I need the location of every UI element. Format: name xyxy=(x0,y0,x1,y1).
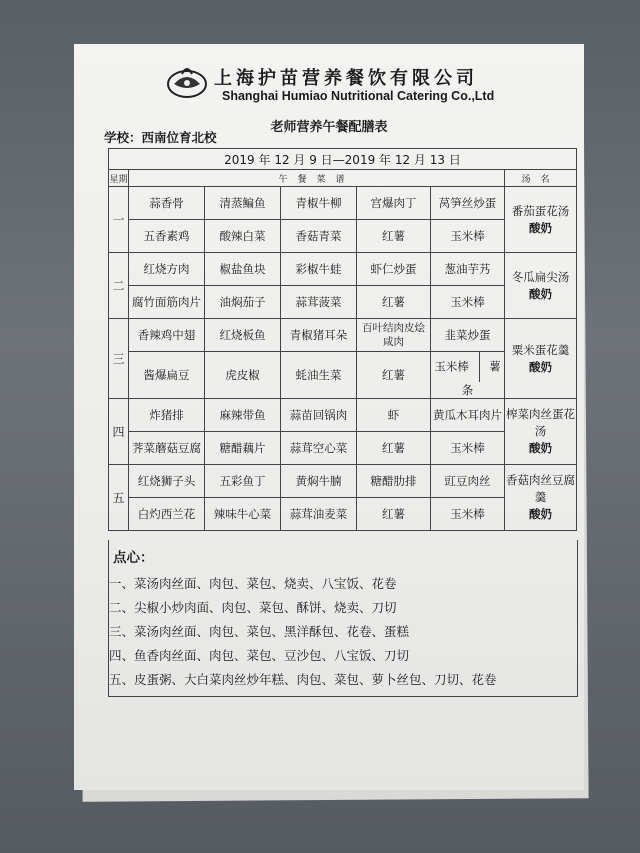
dish-cell: 炸猪排 xyxy=(129,399,205,432)
dish-cell: 红烧狮子头 xyxy=(129,465,205,498)
snack-item: 三、菜汤肉丝面、肉包、菜包、黑洋酥包、花卷、蛋糕 xyxy=(109,624,410,639)
dish-cell: 蒜香骨 xyxy=(129,187,205,220)
soup-name: 番茄蛋花汤 xyxy=(511,203,570,218)
header-day: 星期 xyxy=(109,170,129,187)
dish-cell: 莴笋丝炒蛋 xyxy=(431,187,505,220)
dish-cell: 荠菜蘑菇豆腐 xyxy=(129,432,205,465)
dish-cell: 虎皮椒 xyxy=(205,352,281,399)
date-range: 2019 年 12 月 9 日—2019 年 12 月 13 日 xyxy=(109,149,577,170)
dish-cell: 黄瓜木耳肉片 xyxy=(431,399,505,432)
table-row xyxy=(109,399,577,432)
table-row xyxy=(109,465,577,498)
drink-name: 酸奶 xyxy=(529,441,552,455)
dish-item: 薯条 xyxy=(461,359,501,397)
dish-cell: 辣味牛心菜 xyxy=(205,498,281,531)
soup-name: 粟米蛋花羹 xyxy=(511,342,570,357)
table-row xyxy=(109,253,577,286)
lunch-menu-table xyxy=(108,148,577,531)
company-name-en: Shanghai Humiao Nutritional Catering Co.,Ltd xyxy=(222,89,495,103)
table-row xyxy=(109,319,577,352)
document-title: 老师营养午餐配膳表 xyxy=(270,120,388,135)
soup-name: 冬瓜扁尖汤 xyxy=(511,269,570,284)
dish-cell: 红烧板鱼 xyxy=(205,319,281,352)
date-row xyxy=(109,149,577,170)
drink-name: 酸奶 xyxy=(529,286,552,301)
dish-cell: 椒盐鱼块 xyxy=(205,253,281,286)
dish-cell: 油焖茄子 xyxy=(205,286,281,319)
dish-cell: 香菇青菜 xyxy=(281,220,357,253)
dish-cell: 腐竹面筋肉片 xyxy=(129,286,205,319)
soup-cell xyxy=(505,319,577,399)
dish-cell: 玉米棒 xyxy=(431,286,505,319)
dish-cell: 白灼西兰花 xyxy=(129,498,205,531)
dish-cell: 红薯 xyxy=(357,432,431,465)
dish-cell xyxy=(357,352,431,399)
dish-cell: 百叶结肉皮烩咸肉 xyxy=(357,319,431,352)
dish-cell: 葱油芋艿 xyxy=(431,253,505,286)
dish-cell: 五香素鸡 xyxy=(129,220,205,253)
dish-cell: 青椒牛柳 xyxy=(281,187,357,220)
company-logo-icon xyxy=(166,62,208,100)
dish-cell: 宫爆肉丁 xyxy=(357,187,431,220)
dish-item: 玉米棒 xyxy=(434,359,469,374)
header-menu: 午餐菜谱 xyxy=(129,170,505,187)
dish-cell: 红薯 xyxy=(357,498,431,531)
cell-divider xyxy=(479,352,480,382)
company-name-cn: 上海护苗营养餐饮有限公司 xyxy=(214,68,478,89)
soup-cell xyxy=(505,253,577,319)
day-cell: 二 xyxy=(109,253,129,319)
soup-cell xyxy=(505,399,577,465)
dish-cell: 玉米棒 xyxy=(431,220,505,253)
snacks-section xyxy=(108,540,578,697)
day-cell: 五 xyxy=(109,465,129,531)
dish-cell: 虾仁炒蛋 xyxy=(357,253,431,286)
snack-item: 四、鱼香肉丝面、肉包、菜包、豆沙包、八宝饭、刀切 xyxy=(109,648,410,663)
day-cell: 四 xyxy=(109,399,129,465)
dish-cell: 彩椒牛蛙 xyxy=(281,253,357,286)
dish-cell: 玉米棒 xyxy=(431,498,505,531)
dish-cell: 豇豆肉丝 xyxy=(431,465,505,498)
dish-cell: 红薯 xyxy=(357,220,431,253)
soup-name: 香菇肉丝豆腐羹 xyxy=(506,473,575,504)
soup-cell xyxy=(505,465,577,531)
snack-item: 二、尖椒小炒肉面、肉包、菜包、酥饼、烧卖、刀切 xyxy=(109,600,397,615)
dish-cell: 韭菜炒蛋 xyxy=(431,319,505,352)
dish-cell: 蒜茸菠菜 xyxy=(281,286,357,319)
dish-cell: 糖醋肋排 xyxy=(357,465,431,498)
dish-cell: 虾 xyxy=(357,399,431,432)
table-header-row xyxy=(109,170,577,187)
dish-cell: 糖醋藕片 xyxy=(205,432,281,465)
dish-cell: 酸辣白菜 xyxy=(205,220,281,253)
letterhead xyxy=(74,54,584,135)
snack-item: 五、皮蛋粥、大白菜肉丝炒年糕、肉包、菜包、萝卜丝包、刀切、花卷 xyxy=(109,672,497,687)
school-name: 学校：西南位育北校 xyxy=(104,130,217,145)
soup-cell xyxy=(505,187,577,253)
drink-name: 酸奶 xyxy=(529,359,552,374)
dish-cell: 麻辣带鱼 xyxy=(205,399,281,432)
dish-cell: 红烧方肉 xyxy=(129,253,205,286)
dish-cell: 蒜茸空心菜 xyxy=(281,432,357,465)
snack-item: 一、菜汤肉丝面、肉包、菜包、烧卖、八宝饭、花卷 xyxy=(109,576,397,591)
day-cell: 一 xyxy=(109,187,129,253)
dish-item: 红薯 xyxy=(382,368,405,382)
dish-cell: 酱爆扁豆 xyxy=(129,352,205,399)
dish-cell: 蒜苗回锅肉 xyxy=(281,399,357,432)
header-soup: 汤名 xyxy=(505,170,577,187)
dish-cell: 玉米棒 xyxy=(431,432,505,465)
dish-cell: 清蒸鳊鱼 xyxy=(205,187,281,220)
dish-cell: 五彩鱼丁 xyxy=(205,465,281,498)
dish-cell: 香辣鸡中翅 xyxy=(129,319,205,352)
day-cell: 三 xyxy=(109,319,129,399)
dish-cell xyxy=(431,352,505,399)
dish-cell: 蒜茸油麦菜 xyxy=(281,498,357,531)
soup-name: 榨菜肉丝蛋花汤 xyxy=(506,407,575,438)
table-row xyxy=(109,187,577,220)
dish-cell: 黄焖牛腩 xyxy=(281,465,357,498)
dish-cell: 红薯 xyxy=(357,286,431,319)
snacks-title: 点心： xyxy=(113,550,154,566)
drink-name: 酸奶 xyxy=(529,507,552,521)
drink-name: 酸奶 xyxy=(529,220,552,235)
menu-sheet xyxy=(74,44,584,790)
dish-cell: 蚝油生菜 xyxy=(281,352,357,399)
dish-cell: 青椒猪耳朵 xyxy=(281,319,357,352)
